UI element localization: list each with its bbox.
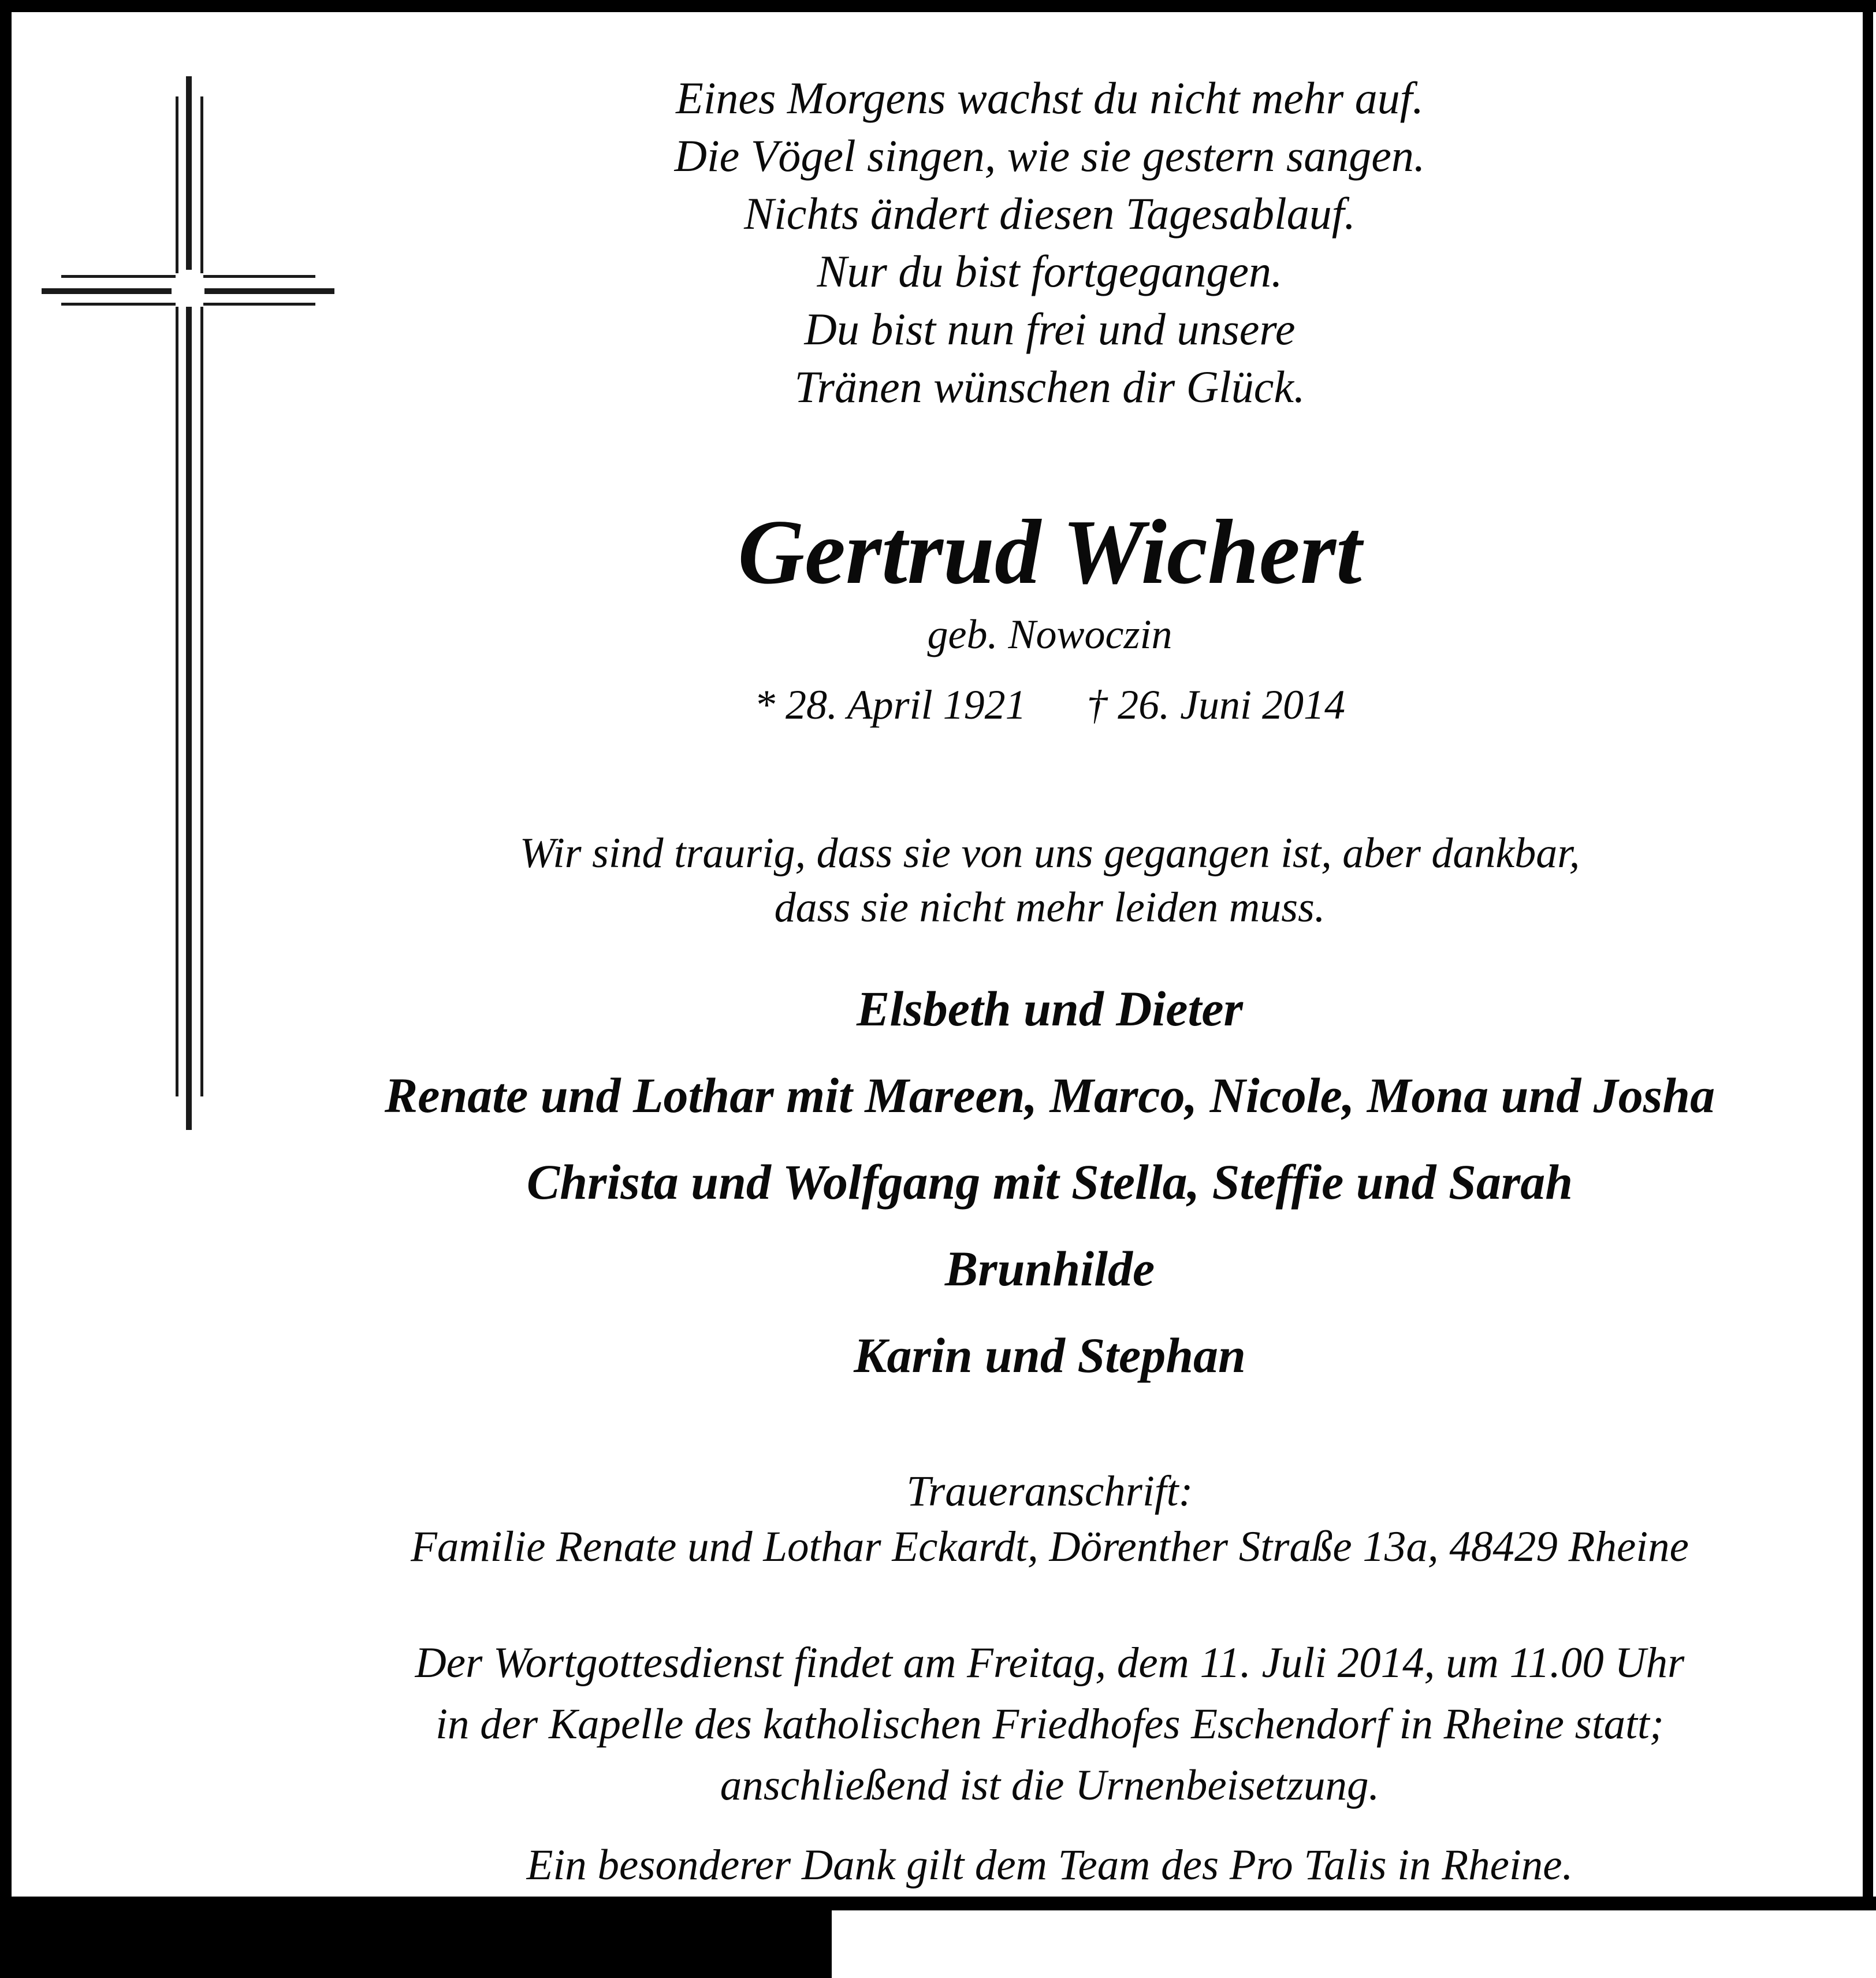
- service-info: [237, 1633, 1863, 1816]
- cross-segment: [200, 307, 203, 1096]
- life-dates: [237, 682, 1863, 728]
- cross-segment: [186, 76, 192, 270]
- poem-line: Du bist nun frei und unsere: [804, 304, 1296, 354]
- mourner-line: Christa und Wolfgang mit Stella, Steffie und Sarah: [526, 1154, 1573, 1210]
- mourning-address-label: Traueranschrift:: [906, 1467, 1193, 1515]
- cross-segment: [61, 303, 176, 306]
- announcement-text: [237, 0, 1863, 1888]
- poem-line: Die Vögel singen, wie sie gestern sangen.: [674, 131, 1425, 181]
- message-line: Wir sind traurig, dass sie von uns gegangen ist, aber dankbar,: [519, 830, 1580, 877]
- poem-line: Eines Morgens wachst du nicht mehr auf.: [676, 73, 1424, 123]
- frame-border-right: [1863, 0, 1873, 1910]
- cross-segment: [176, 96, 178, 273]
- cross-segment: [200, 96, 203, 273]
- poem-line: Nur du bist fortgegangen.: [817, 246, 1283, 296]
- maiden-name: geb. Nowoczin: [927, 611, 1172, 657]
- thanks-line: Ein besonderer Dank gilt dem Team des Pro Talis in Rheine.: [526, 1841, 1573, 1889]
- cross-segment: [61, 275, 176, 278]
- cross-segment: [186, 307, 192, 1130]
- mourner-line: Karin und Stephan: [854, 1328, 1246, 1383]
- mourner-line: Brunhilde: [944, 1241, 1155, 1296]
- bottom-left-black-block: [0, 1897, 832, 1978]
- birth-date: * 28. April 1921: [754, 682, 1026, 728]
- frame-border-left: [0, 0, 12, 1910]
- service-line: anschließend ist die Urnenbeisetzung.: [720, 1761, 1380, 1809]
- mourner-line: Elsbeth und Dieter: [857, 981, 1243, 1036]
- mourner-line: Renate und Lothar mit Mareen, Marco, Nicole, Mona und Josha: [384, 1068, 1715, 1123]
- message-line: dass sie nicht mehr leiden muss.: [774, 884, 1326, 931]
- deceased-name: Gertrud Wichert: [738, 500, 1362, 603]
- cross-segment: [42, 288, 172, 294]
- memorial-poem: [237, 69, 1863, 416]
- cross-segment: [176, 307, 178, 1096]
- mourning-address: [237, 1464, 1863, 1575]
- poem-line: Tränen wünschen dir Glück.: [794, 362, 1305, 412]
- mourners-list: [237, 981, 1863, 1383]
- service-line: in der Kapelle des katholischen Friedhofes Eschendorf in Rheine statt;: [436, 1700, 1664, 1748]
- service-line: Der Wortgottesdienst findet am Freitag, dem 11. Juli 2014, um 11.00 Uhr: [415, 1639, 1685, 1687]
- family-message: [237, 826, 1863, 935]
- death-date: † 26. Juni 2014: [1086, 682, 1346, 728]
- mourning-address-line: Familie Renate und Lothar Eckardt, Dörenther Straße 13a, 48429 Rheine: [411, 1523, 1689, 1571]
- poem-line: Nichts ändert diesen Tagesablauf.: [744, 188, 1356, 239]
